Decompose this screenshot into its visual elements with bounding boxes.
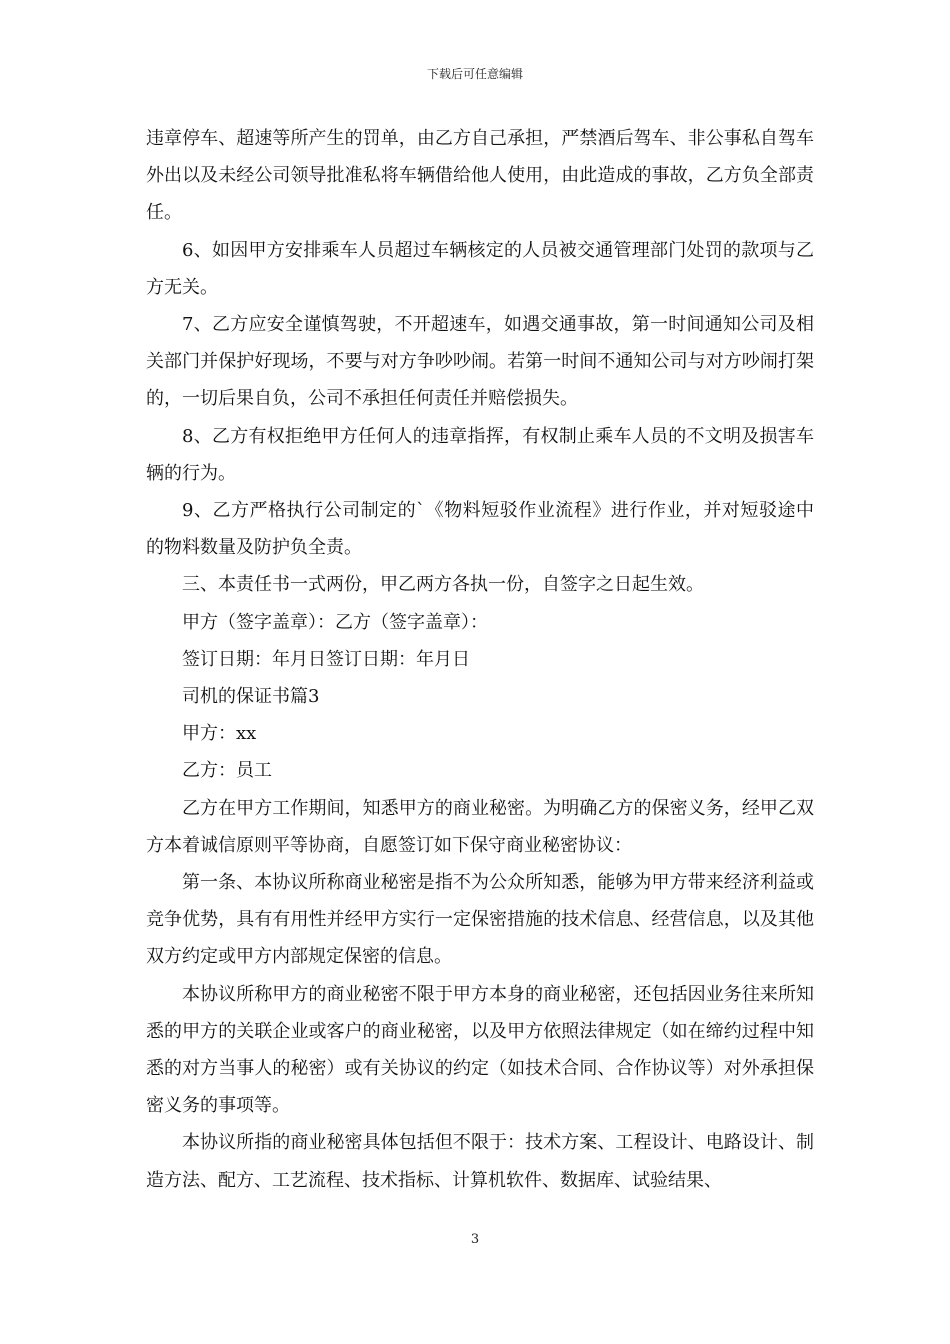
paragraph-traffic-fines: 违章停车、超速等所产生的罚单，由乙方自己承担，严禁酒后驾车、非公事私自驾车外出以及未经公司领导批准私将车辆借给他人使用，由此造成的事故，乙方负全部责任。 bbox=[146, 128, 814, 224]
paragraph-item-6: 6、如因甲方安排乘车人员超过车辆核定的人员被交通管理部门处罚的款项与乙方无关。 bbox=[146, 239, 814, 298]
paragraph-item-9: 9、乙方严格执行公司制定的`《物料短驳作业流程》进行作业，并对短驳途中的物料数量及防护负全责。 bbox=[146, 500, 814, 559]
paragraph-trade-secrets-list: 本协议所指的商业秘密具体包括但不限于：技术方案、工程设计、电路设计、制造方法、配方、工艺流程、技术指标、计算机软件、数据库、试验结果、 bbox=[146, 1132, 814, 1191]
signature-line: 甲方（签字盖章）：乙方（签字盖章）： bbox=[182, 611, 488, 633]
paragraph-item-8: 8、乙方有权拒绝甲方任何人的违章指挥，有权制止乘车人员的不文明及损害车辆的行为。 bbox=[146, 425, 814, 484]
page-header: 下载后可任意编辑 bbox=[426, 67, 523, 81]
section-heading: 司机的保证书篇3 bbox=[182, 686, 320, 708]
paragraph-section-3: 三、本责任书一式两份，甲乙两方各执一份，自签字之日起生效。 bbox=[182, 574, 704, 596]
paragraph-article-1: 第一条、本协议所称商业秘密是指不为公众所知悉，能够为甲方带来经济利益或竞争优势，具有有用性并经甲方实行一定保密措施的技术信息、经营信息，以及其他双方约定或甲方内部规定保密的信息。 bbox=[146, 872, 814, 968]
party-b-line: 乙方：员工 bbox=[182, 760, 272, 782]
paragraph-scope: 本协议所称甲方的商业秘密不限于甲方本身的商业秘密，还包括因业务往来所知悉的甲方的关联企业或客户的商业秘密，以及甲方依照法律规定（如在缔约过程中知悉的对方当事人的秘密）或有关协议的约定（如技术合同、合作协议等）对外承担保密义务的事项等。 bbox=[146, 983, 814, 1117]
page-number: 3 bbox=[470, 1232, 480, 1247]
paragraph-item-7: 7、乙方应安全谨慎驾驶，不开超速车，如遇交通事故，第一时间通知公司及相关部门并保护好现场，不要与对方争吵吵闹。若第一时间不通知公司与对方吵闹打架的，一切后果自负，公司不承担任何责任并赔偿损失。 bbox=[146, 314, 814, 410]
paragraph-intro: 乙方在甲方工作期间，知悉甲方的商业秘密。为明确乙方的保密义务，经甲乙双方本着诚信原则平等协商，自愿签订如下保守商业秘密协议： bbox=[146, 797, 814, 856]
party-a-line: 甲方：xx bbox=[182, 723, 257, 745]
document-body bbox=[146, 120, 814, 1199]
signing-date-line: 签订日期：年月日签订日期：年月日 bbox=[182, 648, 470, 670]
